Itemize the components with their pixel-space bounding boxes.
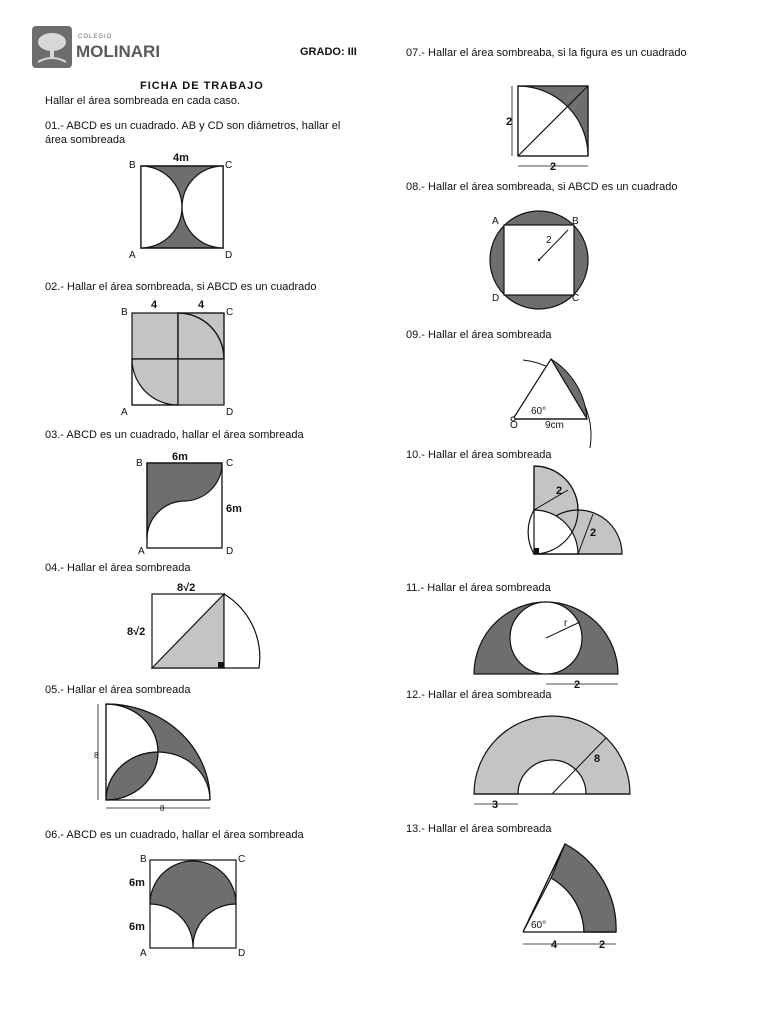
vertex-label: D <box>492 293 500 304</box>
problem-06-text: 06.- ABCD es un cuadrado, hallar el área sombreada <box>45 829 304 841</box>
problem-02-figure <box>118 297 243 422</box>
side-length-label: 8 <box>160 804 165 813</box>
problem-13-figure <box>515 840 625 955</box>
problem-06-figure <box>128 850 258 960</box>
problem-04-figure <box>125 578 275 678</box>
problem-11-figure <box>470 596 625 691</box>
side-length-label: 6m <box>129 877 145 889</box>
angle-label: 60° <box>531 406 547 417</box>
side-length-label: 8√2 <box>177 582 196 594</box>
vertex-label: D <box>225 250 233 261</box>
logo-small-text: COLEGIO <box>78 34 113 40</box>
side-length-label: 4 <box>198 299 205 311</box>
radius-label: 4 <box>551 939 558 951</box>
side-length-label: 8√2 <box>127 626 146 638</box>
vertex-label: A <box>129 250 136 261</box>
problem-12-figure <box>470 708 635 813</box>
radius-label: 2 <box>599 939 606 951</box>
problem-12-text: 12.- Hallar el área sombreada <box>406 689 552 701</box>
side-length-label: 9cm <box>545 420 564 431</box>
problem-08-text: 08.- Hallar el área sombreada, si ABCD es un cuadrado <box>406 181 678 193</box>
vertex-label: D <box>238 948 246 959</box>
radius-label: 2 <box>546 235 552 246</box>
vertex-label: A <box>121 407 128 418</box>
side-length-label: 6m <box>172 451 188 463</box>
side-length-label: 6m <box>129 921 145 933</box>
vertex-label: C <box>572 293 580 304</box>
radius-label: 2 <box>574 679 581 691</box>
vertex-label: B <box>136 458 143 469</box>
vertex-label: A <box>492 216 499 227</box>
vertex-label: C <box>225 160 233 171</box>
problem-01-text: 01.- ABCD es un cuadrado. AB y CD son diámetros, hallar el área sombreada <box>45 120 341 146</box>
radius-label: 2 <box>590 527 597 539</box>
logo-name: MOLINARI <box>76 42 161 61</box>
vertex-label: C <box>226 458 234 469</box>
problem-07-text: 07.- Hallar el área sombreaba, si la figura es un cuadrado <box>406 47 687 59</box>
angle-label: 60° <box>531 920 547 931</box>
vertex-label: A <box>138 546 145 557</box>
vertex-label: O <box>510 420 518 431</box>
problem-13-text: 13.- Hallar el área sombreada <box>406 823 552 835</box>
problem-05-text: 05.- Hallar el área sombreada <box>45 684 191 696</box>
vertex-label: B <box>129 160 136 171</box>
problem-10-text: 10.- Hallar el área sombreada <box>406 449 552 461</box>
problem-03-text: 03.- ABCD es un cuadrado, hallar el área sombreada <box>45 429 304 441</box>
side-length-label: 6m <box>226 503 242 515</box>
vertex-label: D <box>226 546 234 557</box>
problem-08-figure <box>484 208 594 308</box>
problem-11-text: 11.- Hallar el área sombreada <box>406 582 551 594</box>
problem-04-text: 04.- Hallar el área sombreada <box>45 562 191 574</box>
sheet-title: FICHA DE TRABAJO <box>140 80 264 92</box>
problem-09-figure <box>505 348 605 448</box>
radius-label: 3 <box>492 799 499 811</box>
side-length-label: 2 <box>550 161 557 173</box>
side-length-label: 4 <box>151 299 158 311</box>
problem-09-text: 09.- Hallar el área sombreada <box>406 329 552 341</box>
side-length-label: 2 <box>506 116 513 128</box>
school-logo <box>30 24 170 72</box>
grade-label: GRADO: III <box>300 46 357 58</box>
vertex-label: C <box>226 307 234 318</box>
radius-label: 8 <box>594 753 601 765</box>
side-length-label: 8 <box>94 751 99 760</box>
problem-01-figure <box>125 150 240 265</box>
vertex-label: D <box>226 407 234 418</box>
problem-02-text: 02.- Hallar el área sombreada, si ABCD es un cuadrado <box>45 281 317 293</box>
problem-05-figure <box>92 700 222 815</box>
vertex-label: B <box>121 307 128 318</box>
problem-10-figure <box>528 462 628 562</box>
problem-07-figure <box>500 80 600 175</box>
vertex-label: A <box>140 948 147 959</box>
sheet-instruction: Hallar el área sombreada en cada caso. <box>45 95 241 107</box>
radius-label: 2 <box>556 485 563 497</box>
vertex-label: B <box>140 854 147 865</box>
vertex-label: B <box>572 216 579 227</box>
problem-03-figure <box>132 450 257 560</box>
radius-label: r <box>564 618 568 629</box>
vertex-label: C <box>238 854 246 865</box>
side-length-label: 4m <box>173 152 189 164</box>
